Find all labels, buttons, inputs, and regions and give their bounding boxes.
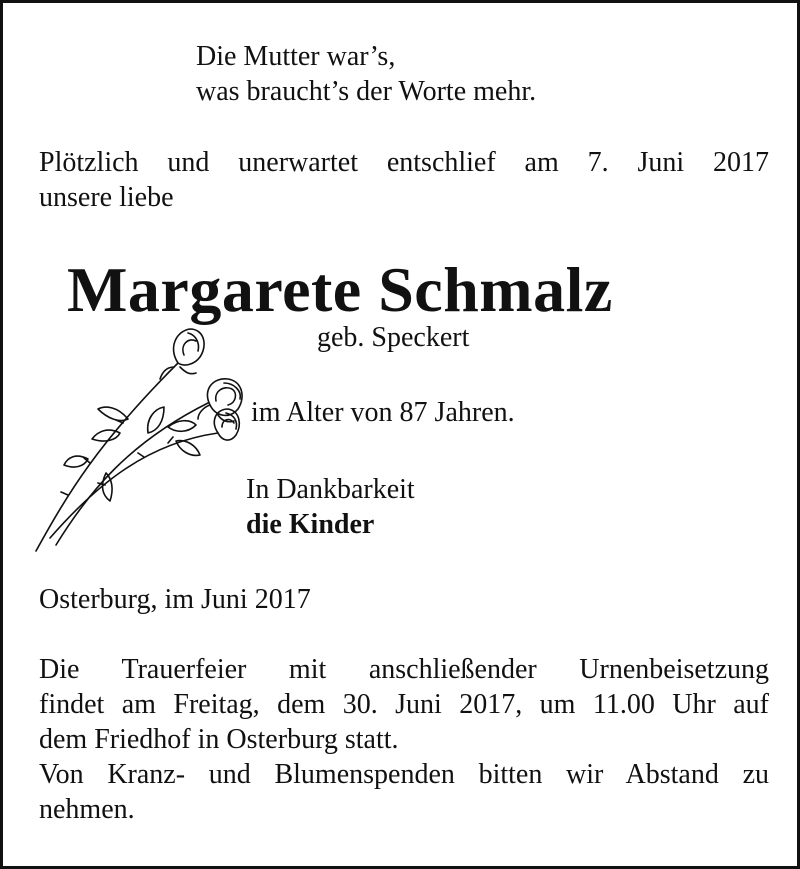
intro-line-1: Plötzlich und unerwartet entschlief am 7. Juni 2017 [39, 147, 769, 178]
ceremony-line-1: Die Trauerfeier mit anschließender Urnenbeisetzung [39, 654, 769, 685]
ceremony-line-5: nehmen. [39, 794, 135, 825]
deceased-name: Margarete Schmalz [67, 254, 613, 325]
ceremony-line-3: dem Friedhof in Osterburg statt. [39, 724, 399, 755]
birth-name: geb. Speckert [317, 322, 470, 353]
roses-icon [28, 323, 253, 558]
mourners-line-1: In Dankbarkeit [246, 474, 415, 505]
motto-line-2: was braucht’s der Worte mehr. [196, 76, 537, 107]
motto-line-1: Die Mutter war’s, [196, 41, 396, 72]
place-date: Osterburg, im Juni 2017 [39, 584, 311, 615]
ceremony-line-2: findet am Freitag, dem 30. Juni 2017, um 11.00 Uhr auf [39, 689, 769, 720]
ceremony-line-4: Von Kranz- und Blumenspenden bitten wir Abstand zu [39, 759, 769, 790]
mourners-signature: die Kinder [246, 509, 375, 540]
intro-line-2: unsere liebe [39, 182, 174, 213]
age-line: im Alter von 87 Jahren. [251, 397, 515, 428]
